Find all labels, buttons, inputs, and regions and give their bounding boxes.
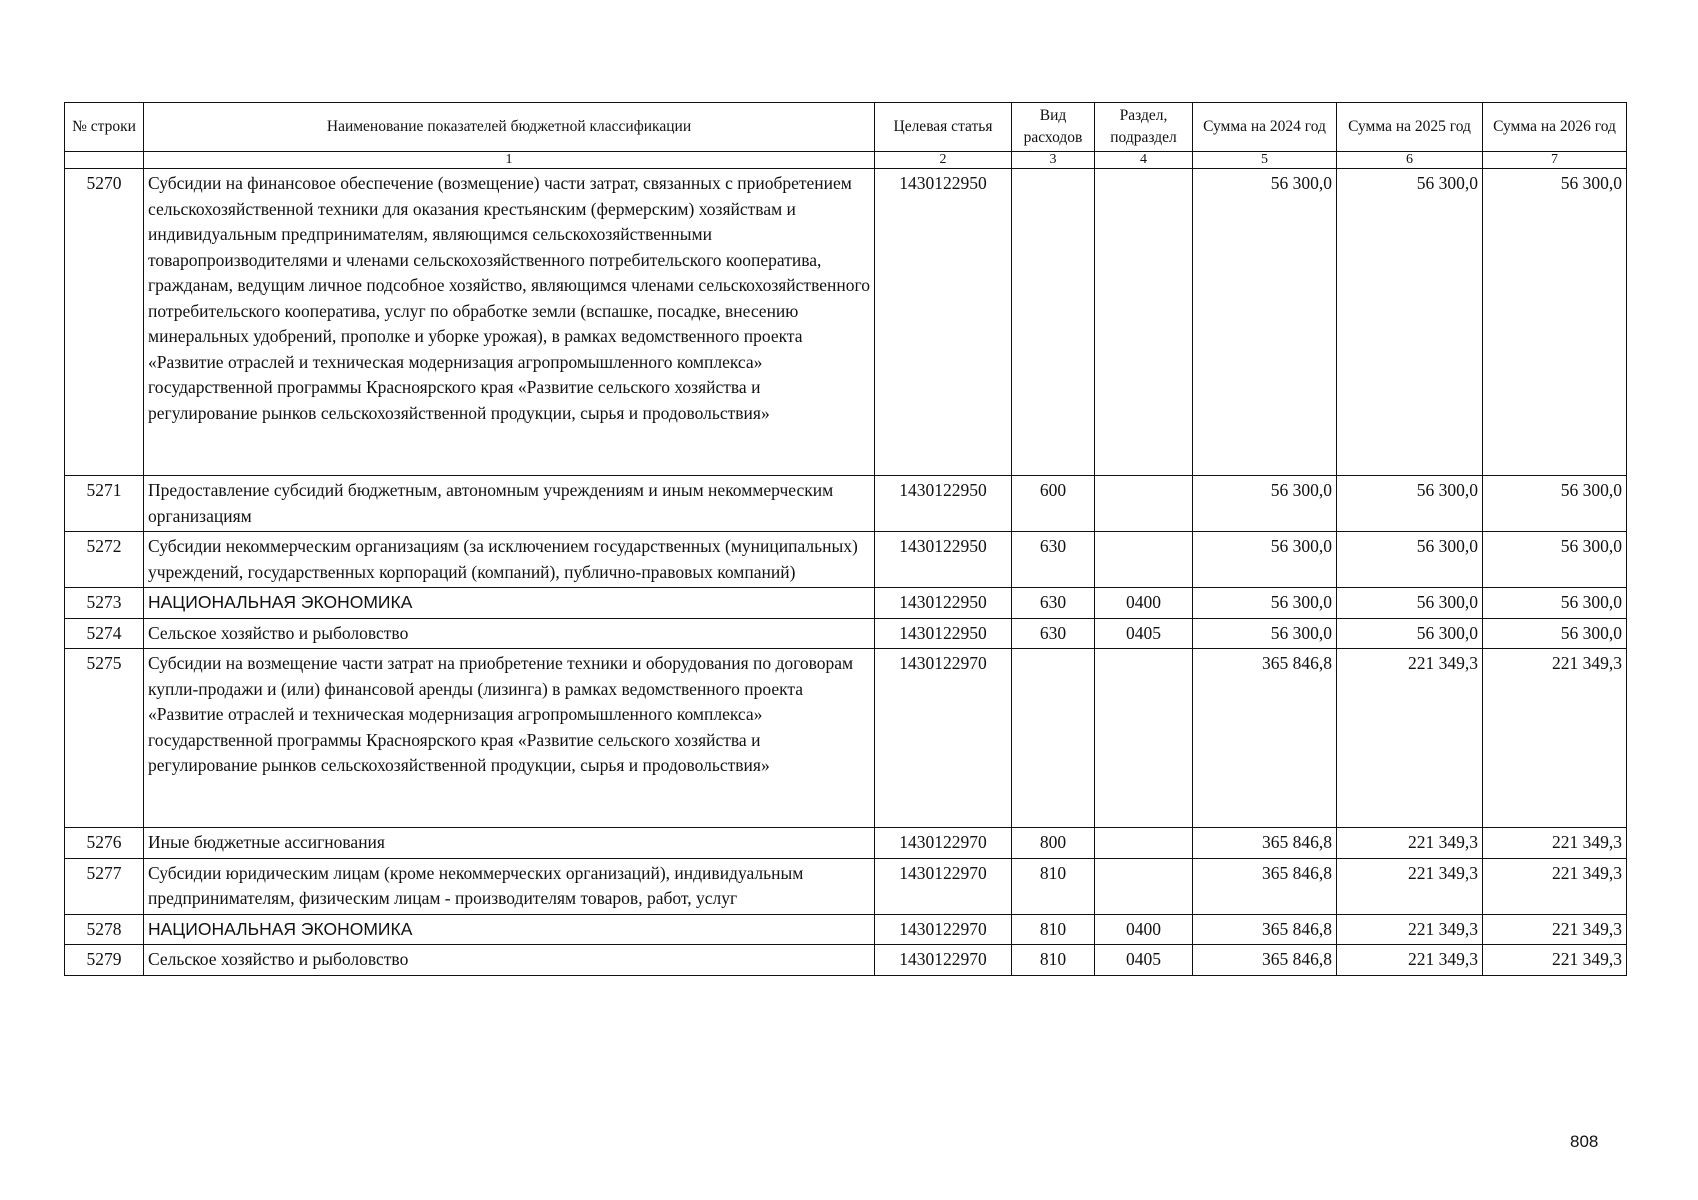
header-sum-2024: Сумма на 2024 год <box>1193 103 1337 152</box>
row-name: Субсидии юридическим лицам (кроме некоммерческих организаций), индивидуальным предпринимателям, физическим лицам - производителям товаров, работ, услуг <box>144 858 875 914</box>
row-sum-2025: 221 349,3 <box>1337 858 1483 914</box>
row-sum-2025: 221 349,3 <box>1337 649 1483 828</box>
row-sum-2025: 56 300,0 <box>1337 588 1483 619</box>
row-target: 1430122970 <box>875 649 1012 828</box>
row-target: 1430122970 <box>875 828 1012 859</box>
row-target: 1430122950 <box>875 476 1012 532</box>
row-sum-2024: 56 300,0 <box>1193 476 1337 532</box>
row-target: 1430122970 <box>875 858 1012 914</box>
row-section: 0400 <box>1095 588 1193 619</box>
row-expense-type: 630 <box>1012 588 1095 619</box>
column-number: 4 <box>1095 152 1193 169</box>
row-target: 1430122950 <box>875 618 1012 649</box>
row-section <box>1095 828 1193 859</box>
table-row <box>65 532 1627 588</box>
table-row <box>65 858 1627 914</box>
header-target: Целевая статья <box>875 103 1012 152</box>
row-sum-2024: 56 300,0 <box>1193 588 1337 619</box>
row-number: 5277 <box>65 858 144 914</box>
table-row <box>65 828 1627 859</box>
row-name: НАЦИОНАЛЬНАЯ ЭКОНОМИКА <box>144 914 875 945</box>
row-target: 1430122950 <box>875 588 1012 619</box>
row-sum-2025: 221 349,3 <box>1337 828 1483 859</box>
row-sum-2025: 56 300,0 <box>1337 169 1483 476</box>
row-sum-2026: 56 300,0 <box>1483 476 1627 532</box>
table-row <box>65 476 1627 532</box>
row-sum-2026: 221 349,3 <box>1483 945 1627 976</box>
row-sum-2025: 56 300,0 <box>1337 618 1483 649</box>
row-expense-type: 810 <box>1012 945 1095 976</box>
row-target: 1430122970 <box>875 945 1012 976</box>
row-sum-2024: 56 300,0 <box>1193 532 1337 588</box>
row-sum-2024: 365 846,8 <box>1193 649 1337 828</box>
table-row <box>65 945 1627 976</box>
row-number: 5272 <box>65 532 144 588</box>
row-sum-2025: 56 300,0 <box>1337 476 1483 532</box>
table-row <box>65 649 1627 828</box>
row-sum-2026: 56 300,0 <box>1483 169 1627 476</box>
table-row <box>65 914 1627 945</box>
row-sum-2024: 365 846,8 <box>1193 914 1337 945</box>
header-name: Наименование показателей бюджетной классификации <box>144 103 875 152</box>
table-row <box>65 618 1627 649</box>
row-number: 5273 <box>65 588 144 619</box>
row-section <box>1095 532 1193 588</box>
row-target: 1430122970 <box>875 914 1012 945</box>
row-name: Субсидии на финансовое обеспечение (возмещение) части затрат, связанных с приобретением сельскохозяйственной техники для оказания крестьянским (фермерским) хозяйствам и индивидуальным предпринимателям, являющимся сельскохозяйственными товаропроизводителями и членами сельскохозяйственного потребительского кооператива, гражданам, ведущим личное подсобное хозяйство, являющимся членами сельскохозяйственного потребительского кооператива, услуг по обработке земли (вспашке, посадке, внесению минеральных удобрений, прополке и уборке урожая), в рамках ведомственного проекта «Развитие отраслей и техническая модернизация агропромышленного комплекса» государственной программы Красноярского края «Развитие сельского хозяйства и регулирование рынков сельскохозяйственной продукции, сырья и продовольствия» <box>144 169 875 476</box>
column-number: 5 <box>1193 152 1337 169</box>
column-number: 2 <box>875 152 1012 169</box>
row-name: Сельское хозяйство и рыболовство <box>144 945 875 976</box>
row-name: Иные бюджетные ассигнования <box>144 828 875 859</box>
row-section <box>1095 649 1193 828</box>
row-sum-2026: 56 300,0 <box>1483 588 1627 619</box>
row-sum-2024: 365 846,8 <box>1193 828 1337 859</box>
row-section <box>1095 858 1193 914</box>
row-section <box>1095 476 1193 532</box>
row-number: 5275 <box>65 649 144 828</box>
row-expense-type: 630 <box>1012 618 1095 649</box>
row-section: 0405 <box>1095 945 1193 976</box>
row-expense-type: 810 <box>1012 914 1095 945</box>
row-number: 5276 <box>65 828 144 859</box>
row-sum-2024: 56 300,0 <box>1193 169 1337 476</box>
header-expense-type: Вид расходов <box>1012 103 1095 152</box>
row-number: 5274 <box>65 618 144 649</box>
column-number: 3 <box>1012 152 1095 169</box>
row-number: 5278 <box>65 914 144 945</box>
row-expense-type: 600 <box>1012 476 1095 532</box>
row-name: Субсидии некоммерческим организациям (за исключением государственных (муниципальных) учреждений, государственных корпораций (компаний), публично-правовых компаний) <box>144 532 875 588</box>
header-sum-2025: Сумма на 2025 год <box>1337 103 1483 152</box>
row-target: 1430122950 <box>875 532 1012 588</box>
row-name: Сельское хозяйство и рыболовство <box>144 618 875 649</box>
column-number-row <box>65 152 1627 169</box>
row-target: 1430122950 <box>875 169 1012 476</box>
row-sum-2025: 56 300,0 <box>1337 532 1483 588</box>
row-sum-2026: 221 349,3 <box>1483 649 1627 828</box>
header-row <box>65 103 1627 152</box>
row-sum-2026: 221 349,3 <box>1483 914 1627 945</box>
row-number: 5270 <box>65 169 144 476</box>
row-sum-2025: 221 349,3 <box>1337 914 1483 945</box>
row-sum-2024: 365 846,8 <box>1193 858 1337 914</box>
column-number: 1 <box>144 152 875 169</box>
row-number: 5279 <box>65 945 144 976</box>
row-sum-2026: 56 300,0 <box>1483 618 1627 649</box>
row-section: 0400 <box>1095 914 1193 945</box>
row-sum-2024: 365 846,8 <box>1193 945 1337 976</box>
column-number-blank <box>65 152 144 169</box>
row-sum-2026: 221 349,3 <box>1483 858 1627 914</box>
row-expense-type <box>1012 649 1095 828</box>
row-sum-2026: 221 349,3 <box>1483 828 1627 859</box>
column-number: 6 <box>1337 152 1483 169</box>
row-section <box>1095 169 1193 476</box>
table-row <box>65 588 1627 619</box>
row-number: 5271 <box>65 476 144 532</box>
page-number: 808 <box>1570 1132 1599 1151</box>
row-name: Субсидии на возмещение части затрат на приобретение техники и оборудования по договорам купли-продажи и (или) финансовой аренды (лизинга) в рамках ведомственного проекта «Развитие отраслей и техническая модернизация агропромышленного комплекса» государственной программы Красноярского края «Развитие сельского хозяйства и регулирование рынков сельскохозяйственной продукции, сырья и продовольствия» <box>144 649 875 828</box>
row-expense-type: 810 <box>1012 858 1095 914</box>
row-name: НАЦИОНАЛЬНАЯ ЭКОНОМИКА <box>144 588 875 619</box>
row-name: Предоставление субсидий бюджетным, автономным учреждениям и иным некоммерческим организациям <box>144 476 875 532</box>
row-section: 0405 <box>1095 618 1193 649</box>
header-row-no: № строки <box>65 103 144 152</box>
row-sum-2026: 56 300,0 <box>1483 532 1627 588</box>
column-number: 7 <box>1483 152 1627 169</box>
table-row <box>65 169 1627 476</box>
row-sum-2025: 221 349,3 <box>1337 945 1483 976</box>
row-expense-type: 800 <box>1012 828 1095 859</box>
table-body <box>65 169 1627 976</box>
header-sum-2026: Сумма на 2026 год <box>1483 103 1627 152</box>
header-section: Раздел, подраздел <box>1095 103 1193 152</box>
budget-table <box>64 102 1627 976</box>
row-expense-type: 630 <box>1012 532 1095 588</box>
row-expense-type <box>1012 169 1095 476</box>
row-sum-2024: 56 300,0 <box>1193 618 1337 649</box>
